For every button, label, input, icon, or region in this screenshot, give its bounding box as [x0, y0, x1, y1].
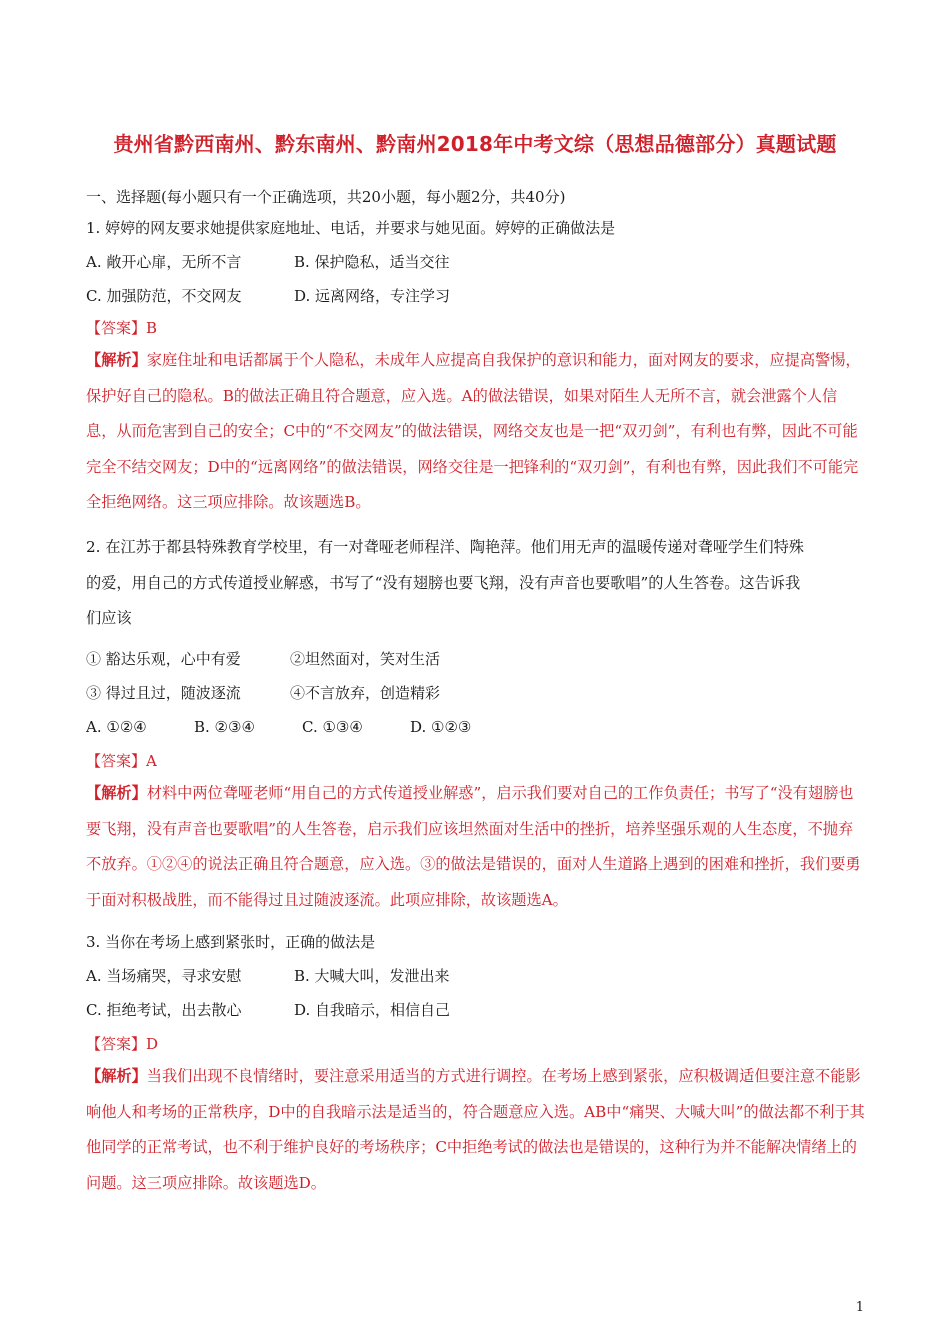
question-2-statements-row-1	[86, 648, 440, 670]
option-c: C. ①③④	[302, 718, 363, 736]
question-2-statements-row-2	[86, 682, 440, 704]
option-d: D. 远离网络，专注学习	[294, 287, 451, 305]
option-b: B. 大喊大叫，发泄出来	[294, 967, 450, 985]
option-b: B. ②③④	[194, 718, 255, 736]
statement-4: ④不言放弃，创造精彩	[290, 684, 441, 702]
question-1-options-row-2	[86, 285, 450, 307]
question-2-stem	[86, 530, 866, 637]
question-1-options-row-1	[86, 251, 450, 273]
analysis-text: 当我们出现不良情绪时，要注意采用适当的方式进行调控。在考场上感到紧张，应积极调适但要注意不能影响他人和考场的正常秩序，D中的自我暗示法是适当的，符合题意应入选。AB中“痛哭、大喊大叫”的做法都不利于其他同学的正常考试，也不利于维护良好的考场秩序；C中拒绝考试的做法也是错误的，这种行为并不能解决情绪上的问题。这三项应排除。故该题选D。	[86, 1067, 865, 1192]
question-2-options	[86, 716, 471, 738]
option-c: C. 拒绝考试，出去散心	[86, 1001, 242, 1019]
option-d: D. ①②③	[410, 718, 472, 736]
option-a: A. ①②④	[86, 718, 147, 736]
statement-3: ③ 得过且过，随波逐流	[86, 684, 241, 702]
question-2-answer: 【答案】A	[86, 752, 157, 770]
statement-1: ① 豁达乐观，心中有爱	[86, 650, 241, 668]
analysis-label: 【解析】	[86, 1067, 147, 1085]
question-1-analysis	[86, 343, 866, 521]
section-header: 一、选择题(每小题只有一个正确选项，共20小题，每小题2分，共40分)	[86, 188, 566, 206]
page-number: 1	[855, 1300, 864, 1315]
question-2-analysis	[86, 776, 866, 918]
page-title: 贵州省黔西南州、黔东南州、黔南州2018年中考文综（思想品德部分）真题试题	[113, 132, 837, 156]
question-3-stem: 3. 当你在考场上感到紧张时，正确的做法是	[86, 933, 376, 951]
option-c: C. 加强防范，不交网友	[86, 287, 242, 305]
question-2-stem-line-3: 们应该	[86, 609, 132, 627]
option-a: A. 敞开心扉，无所不言	[86, 253, 242, 271]
question-3-answer: 【答案】D	[86, 1035, 159, 1053]
analysis-label: 【解析】	[86, 784, 147, 802]
question-2-stem-line-2: 的爱，用自己的方式传道授业解惑，书写了“没有翅膀也要飞翔，没有声音也要歌唱”的人生答卷。这告诉我	[86, 573, 801, 592]
analysis-text: 材料中两位聋哑老师“用自己的方式传道授业解惑”，启示我们要对自己的工作负责任；书写了“没有翅膀也要飞翔，没有声音也要歌唱”的人生答卷，启示我们应该坦然面对生活中的挫折，培养坚强乐观的人生态度，不抛弃不放弃。①②④的说法正确且符合题意，应入选。③的做法是错误的，面对人生道路上遇到的困难和挫折，我们要勇于面对积极战胜，而不能得过且过随波逐流。此项应排除，故该题选A。	[86, 784, 861, 909]
option-d: D. 自我暗示，相信自己	[294, 1001, 451, 1019]
analysis-label: 【解析】	[86, 351, 147, 369]
option-a: A. 当场痛哭，寻求安慰	[86, 967, 242, 985]
question-3-options-row-2	[86, 999, 450, 1021]
question-1-stem: 1. 婷婷的网友要求她提供家庭地址、电话，并要求与她见面。婷婷的正确做法是	[86, 219, 616, 237]
option-b: B. 保护隐私，适当交往	[294, 253, 450, 271]
question-2-stem-line-1: 2. 在江苏于都县特殊教育学校里，有一对聋哑老师程洋、陶艳萍。他们用无声的温暖传递对聋哑学生们特殊	[86, 538, 804, 556]
question-1-answer: 【答案】B	[86, 319, 158, 337]
question-3-options-row-1	[86, 965, 450, 987]
question-3-analysis	[86, 1059, 866, 1201]
analysis-text: 家庭住址和电话都属于个人隐私，未成年人应提高自我保护的意识和能力，面对网友的要求，应提高警惕，保护好自己的隐私。B的做法正确且符合题意，应入选。A的做法错误，如果对陌生人无所不言，就会泄露个人信息，从而危害到自己的安全；C中的“不交网友”的做法错误，网络交友也是一把“双刃剑”，有利也有弊，因此不可能完全不结交网友；D中的“远离网络”的做法错误，网络交往是一把锋利的“双刃剑”，有利也有弊，因此我们不可能完全拒绝网络。这三项应排除。故该题选B。	[86, 351, 861, 511]
statement-2: ②坦然面对，笑对生活	[290, 650, 441, 668]
